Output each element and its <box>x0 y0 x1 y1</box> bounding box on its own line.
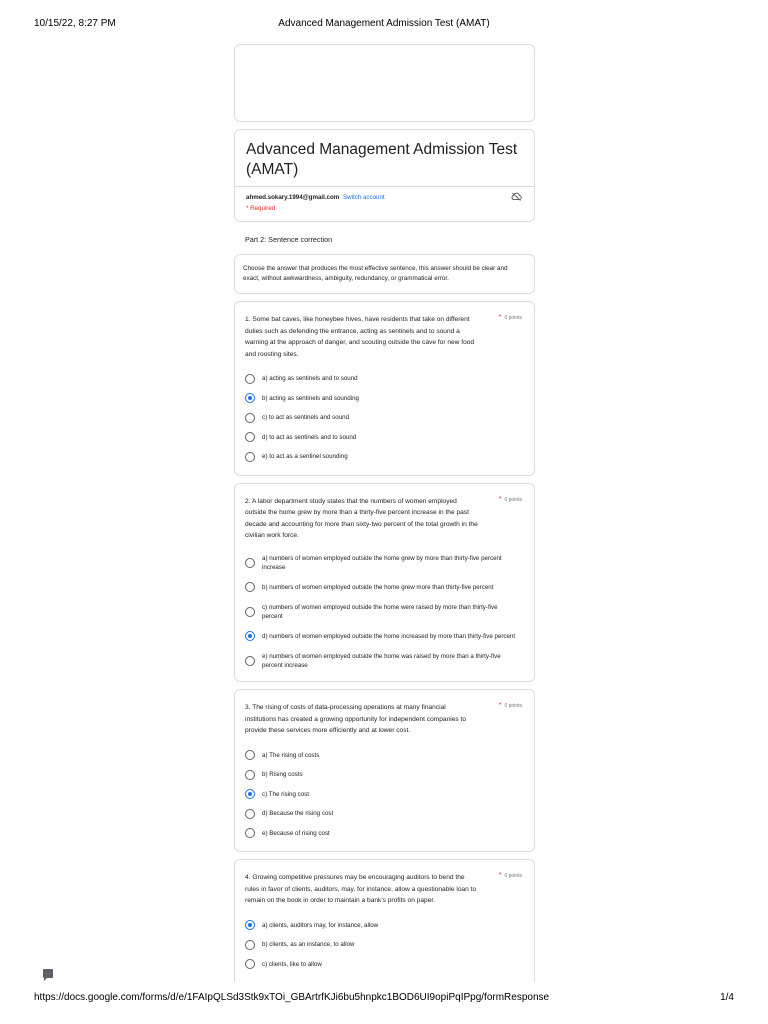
required-star: * <box>498 872 502 879</box>
points-label <box>499 702 522 709</box>
option-label: e) numbers of women employed outside the home was raised by more than a thirty-five percent increase <box>262 652 501 669</box>
radio-option[interactable] <box>245 935 524 955</box>
radio-option[interactable] <box>245 600 524 625</box>
radio-option[interactable] <box>245 624 524 649</box>
option-label: d) to act as sentinels and to sound <box>262 433 357 441</box>
section-description: Choose the answer that produces the most effective sentence, this answer should be clear and exact, without awkwardness, ambiguity, redundancy, or grammatical error. <box>234 254 535 294</box>
points-value: 0 points <box>504 873 522 879</box>
feedback-icon[interactable] <box>43 969 53 978</box>
page-number: 1/4 <box>720 992 734 1003</box>
form-header-card <box>234 129 535 222</box>
points-value: 0 points <box>504 496 522 503</box>
points-value: 0 points <box>504 315 522 321</box>
radio-option[interactable] <box>245 369 524 389</box>
question-text: 2. A labor department study states that the numbers of women employed outside the home grew by more than a thirty-five percent increase in the past decade and accounting for more than sixty-two percent of the total growth in the civilian work force. <box>245 497 478 539</box>
cloud-offline-icon <box>511 192 522 201</box>
print-footer <box>34 992 734 1006</box>
option-label: c) numbers of women employed outside the home were raised by more than thirty-five percent <box>262 603 498 620</box>
radio-icon[interactable] <box>245 393 255 403</box>
options-list <box>245 369 524 467</box>
radio-option[interactable] <box>245 447 524 467</box>
radio-option[interactable] <box>245 765 524 785</box>
radio-icon[interactable] <box>245 432 255 442</box>
page-url: https://docs.google.com/forms/d/e/1FAIpQLSd3Stk9xTOi_GBArtrfKJi6bu5hnpkc1BOD6UI9opiPqIPpg/formResponse <box>34 992 550 1003</box>
radio-icon[interactable] <box>245 374 255 384</box>
radio-option[interactable] <box>245 575 524 600</box>
options-list <box>245 746 524 844</box>
radio-icon[interactable] <box>245 413 255 423</box>
points-value: 0 points <box>504 703 522 709</box>
option-label: a) acting as sentinels and to sound <box>262 375 358 383</box>
option-label: c) The rising cost <box>262 790 309 798</box>
form-title: Advanced Management Admission Test (AMAT) <box>246 141 518 178</box>
radio-icon[interactable] <box>245 452 255 462</box>
option-label: c) to act as sentinels and sound <box>262 414 350 422</box>
radio-icon[interactable] <box>245 558 255 568</box>
radio-option[interactable] <box>245 428 524 448</box>
option-label: e) Because of rising cost <box>262 829 330 837</box>
question-card <box>234 301 535 476</box>
required-star: * <box>498 314 502 321</box>
required-star: * <box>498 495 502 503</box>
option-label: c) clients, like to allow <box>262 960 322 968</box>
radio-icon[interactable] <box>245 750 255 760</box>
question-text: 1. Some bat caves, like honeybee hives, have residents that take on different duties such as defending the entrance, acting as sentinels and to sound a warning at the approach of danger, and scouting outside the cave for new food and roosting sites. <box>245 316 475 358</box>
options-list <box>245 551 524 674</box>
radio-icon[interactable] <box>245 809 255 819</box>
account-row <box>235 186 534 205</box>
print-date: 10/15/22, 8:27 PM <box>34 18 116 29</box>
required-star: * <box>498 702 502 709</box>
question-text: 3. The rising of costs of data-processing operations at many financial institutions has created a growing opportunity for independent companies to provide these services more efficiently and at lower cost. <box>245 704 467 734</box>
required-note: * Required <box>246 205 276 212</box>
option-label: d) numbers of women employed outside the home increased by more than thirty-five percent <box>262 632 516 640</box>
radio-icon[interactable] <box>245 607 255 617</box>
radio-icon[interactable] <box>245 789 255 799</box>
question-card <box>234 689 535 852</box>
account-email: ahmed.sokary.1994@gmail.com <box>246 194 340 201</box>
points-label <box>499 314 522 321</box>
radio-icon[interactable] <box>245 959 255 969</box>
option-label: b) Rising costs <box>262 771 303 779</box>
radio-option[interactable] <box>245 804 524 824</box>
radio-icon[interactable] <box>245 631 255 641</box>
option-label: e) to act as a sentinel sounding <box>262 453 348 461</box>
radio-icon[interactable] <box>245 828 255 838</box>
option-label: a) The rising of costs <box>262 751 320 759</box>
options-list <box>245 916 524 975</box>
option-label: a) numbers of women employed outside the home grew by more than thirty-five percent increase <box>262 554 502 571</box>
question-card <box>234 483 535 683</box>
radio-option[interactable] <box>245 916 524 936</box>
radio-option[interactable] <box>245 389 524 409</box>
form-banner <box>234 44 535 122</box>
option-label: b) clients, as an instance, to allow <box>262 941 355 949</box>
option-label: b) numbers of women employed outside the home grew more than thirty-five percent <box>262 583 494 591</box>
print-title: Advanced Management Admission Test (AMAT) <box>278 18 490 29</box>
radio-option[interactable] <box>245 824 524 844</box>
question-text: 4. Growing competitive pressures may be encouraging auditors to bend the rules in favor of clients, auditors, may, for instance, allow a questionable loan to remain on the book in order to maintain a bank's profits on paper. <box>245 874 477 904</box>
option-label: a) clients, auditors may, for instance, allow <box>262 921 379 929</box>
radio-icon[interactable] <box>245 656 255 666</box>
radio-icon[interactable] <box>245 770 255 780</box>
radio-option[interactable] <box>245 955 524 975</box>
radio-option[interactable] <box>245 649 524 674</box>
points-label <box>499 496 522 503</box>
radio-icon[interactable] <box>245 940 255 950</box>
option-label: b) acting as sentinels and sounding <box>262 394 360 402</box>
question-card <box>234 859 535 982</box>
option-label: d) Because the rising cost <box>262 810 334 818</box>
print-header <box>34 18 734 32</box>
radio-icon[interactable] <box>245 582 255 592</box>
section-title: Part 2: Sentence correction <box>245 235 333 244</box>
radio-option[interactable] <box>245 408 524 428</box>
radio-option[interactable] <box>245 746 524 766</box>
radio-icon[interactable] <box>245 920 255 930</box>
radio-option[interactable] <box>245 551 524 576</box>
radio-option[interactable] <box>245 785 524 805</box>
form <box>234 44 535 989</box>
points-label <box>499 872 522 879</box>
switch-account-link[interactable]: Switch account <box>343 194 385 201</box>
